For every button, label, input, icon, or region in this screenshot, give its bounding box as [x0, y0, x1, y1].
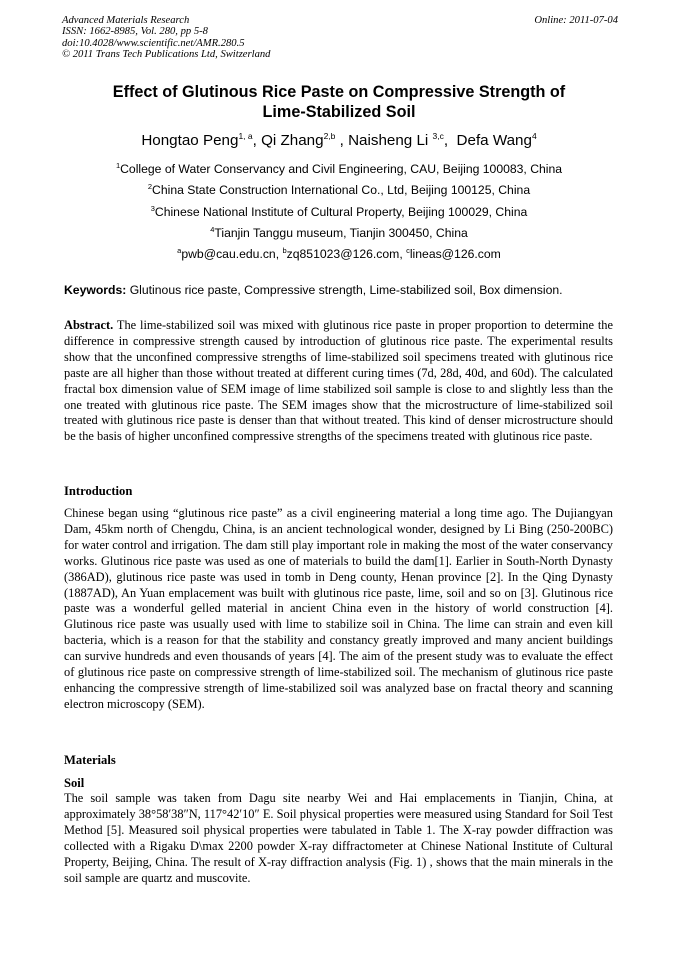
author-name: Hongtao Peng [141, 132, 239, 149]
keywords-label: Keywords: [64, 283, 127, 297]
abstract-text: The lime-stabilized soil was mixed with glutinous rice paste in proper proportion to determine the difference in compressive strength caused by introduction of glutinous rice paste. The experimental results show that the unconfined compressive strengths of lime-stabilized soil specimens treated with glutinous rice paste are all higher than those without treated at different curing times (7d, 28d, 40d, and 60d). The calculated fractal box dimension value of SEM image of lime stabilized soil sample is close to and slightly less than the one treated with glutinous rice paste. The SEM images show that the microstructure of lime-stabilized soil treated with glutinous rice paste is denser than that without treated. This kind of denser microstructure should be the basis of higher unconfined compressive strengths of the specimens treated with glutinous rice paste. [64, 318, 613, 444]
author-list: Hongtao Peng$^{1, a}$, Qi Zhang$^{2,b}$ , Naisheng Li $^{3,c}$, Defa Wang$^4$ [141, 131, 537, 149]
email-text: pwb@cau.edu.cn, [181, 247, 283, 261]
author-name: Defa Wang [456, 132, 532, 149]
email-text: zq851023@126.com, [286, 247, 407, 261]
keywords-text: Glutinous rice paste, Compressive strength, Lime-stabilized soil, Box dimension. [129, 283, 563, 297]
introduction-heading: Introduction [64, 484, 133, 498]
author-sup: 4 [531, 131, 537, 141]
email-line [40, 246, 638, 264]
affiliation-sup: 2 [147, 182, 153, 191]
author-sup: 2,b [323, 131, 336, 141]
title-line-2: Lime-Stabilized Soil [262, 103, 416, 121]
affiliation [40, 204, 638, 222]
affiliation-text: China State Construction International Co., Ltd, Beijing 100125, China [152, 183, 531, 197]
author-sup: 1, a [238, 131, 253, 141]
affiliation-text: Chinese National Institute of Cultural Property, Beijing 100029, China [154, 205, 528, 219]
materials-heading: Materials [64, 753, 116, 767]
abstract-label: Abstract. [64, 318, 114, 332]
affiliation-sup: 4 [210, 225, 215, 234]
paper-title [40, 82, 638, 122]
author-name: Qi Zhang [261, 132, 324, 149]
abstract [64, 318, 613, 445]
affiliation [40, 225, 638, 243]
author-sup: 3,c [432, 131, 444, 141]
online-date: Online: 2011-07-04 [534, 15, 618, 26]
email-sup: b [282, 246, 287, 255]
introduction-text: Chinese began using “glutinous rice paste” as a civil engineering material a long time ago. The Dujiangyan Dam, 45km north of Chengdu, China, is an ancient technological wonder, designed by Li Bing (250-200BC) for water control and irrigation. The dam still play important role in making the most of the water conservancy works. Glutinous rice paste was used as one of materials to build the dam[1]. Earlier in South-North Dynasty (386AD), glutinous rice paste was used in tomb in Deng county, Henan province [2]. In the Qing Dynasty (1887AD), An Yuan emplacement was built with glutinous rice paste, lime, soil and so on [3]. Glutinous rice paste was a wonderful gelled material in ancient China even in the history of world construction [4]. Glutinous rice paste was usually used with lime to stabilize soil in China. The lime can strain and even kill bacteria, which is a reason for that the stability and constancy greatly improved and many ancient buildings can survive hundreds and even thousands of years [4]. The aim of the present study was to evaluate the effect of glutinous rice paste on compressive strength of lime-stabilized soil. The mechanism of glutinous rice paste enhancing the compressive strength of lime-stabilized soil was analyzed base on fractal theory and scanning electron microscopy (SEM). [64, 506, 613, 711]
email-sup: c [406, 246, 410, 255]
journal-header [62, 15, 618, 61]
email-sup: a [177, 246, 182, 255]
affiliation-text: Tianjin Tanggu museum, Tianjin 300450, China [214, 226, 468, 240]
materials-text: The soil sample was taken from Dagu site nearby Wei and Hai emplacements in Tianjin, China, at approximately 38°58′38″N, 117°42′10″ E. Soil physical properties were measured using Standard for Soil Test Method [5]. Measured soil physical properties were tabulated in Table 1. The X-ray powder diffraction was collected with a Rigaku D\max 2200 powder X-ray diffractometer at Chinese National Institute of Cultural Property, Beijing, China. The result of X-ray diffraction analysis (Fig. 1) , shows that the main minerals in the soil sample are quartz and muscovite. [64, 791, 613, 885]
email-text: lineas@126.com [409, 247, 501, 261]
keywords [64, 282, 620, 298]
journal-name: Advanced Materials Research [62, 15, 190, 26]
affiliation-sup: 3 [150, 204, 155, 213]
issn-line: ISSN: 1662-8985, Vol. 280, pp 5-8 [62, 26, 208, 38]
title-line-1: Effect of Glutinous Rice Paste on Compressive Strength of [112, 83, 566, 101]
soil-subheading: Soil [64, 776, 85, 790]
affiliation [40, 161, 638, 179]
author-name: Naisheng Li [348, 132, 429, 149]
affiliation [40, 182, 638, 200]
copyright-line: © 2011 Trans Tech Publications Ltd, Switzerland [62, 49, 271, 61]
affiliation-sup: 1 [115, 161, 121, 170]
affiliation-text: College of Water Conservancy and Civil Engineering, CAU, Beijing 100083, China [120, 162, 563, 176]
doi-line: doi:10.4028/www.scientific.net/AMR.280.5 [62, 37, 245, 49]
